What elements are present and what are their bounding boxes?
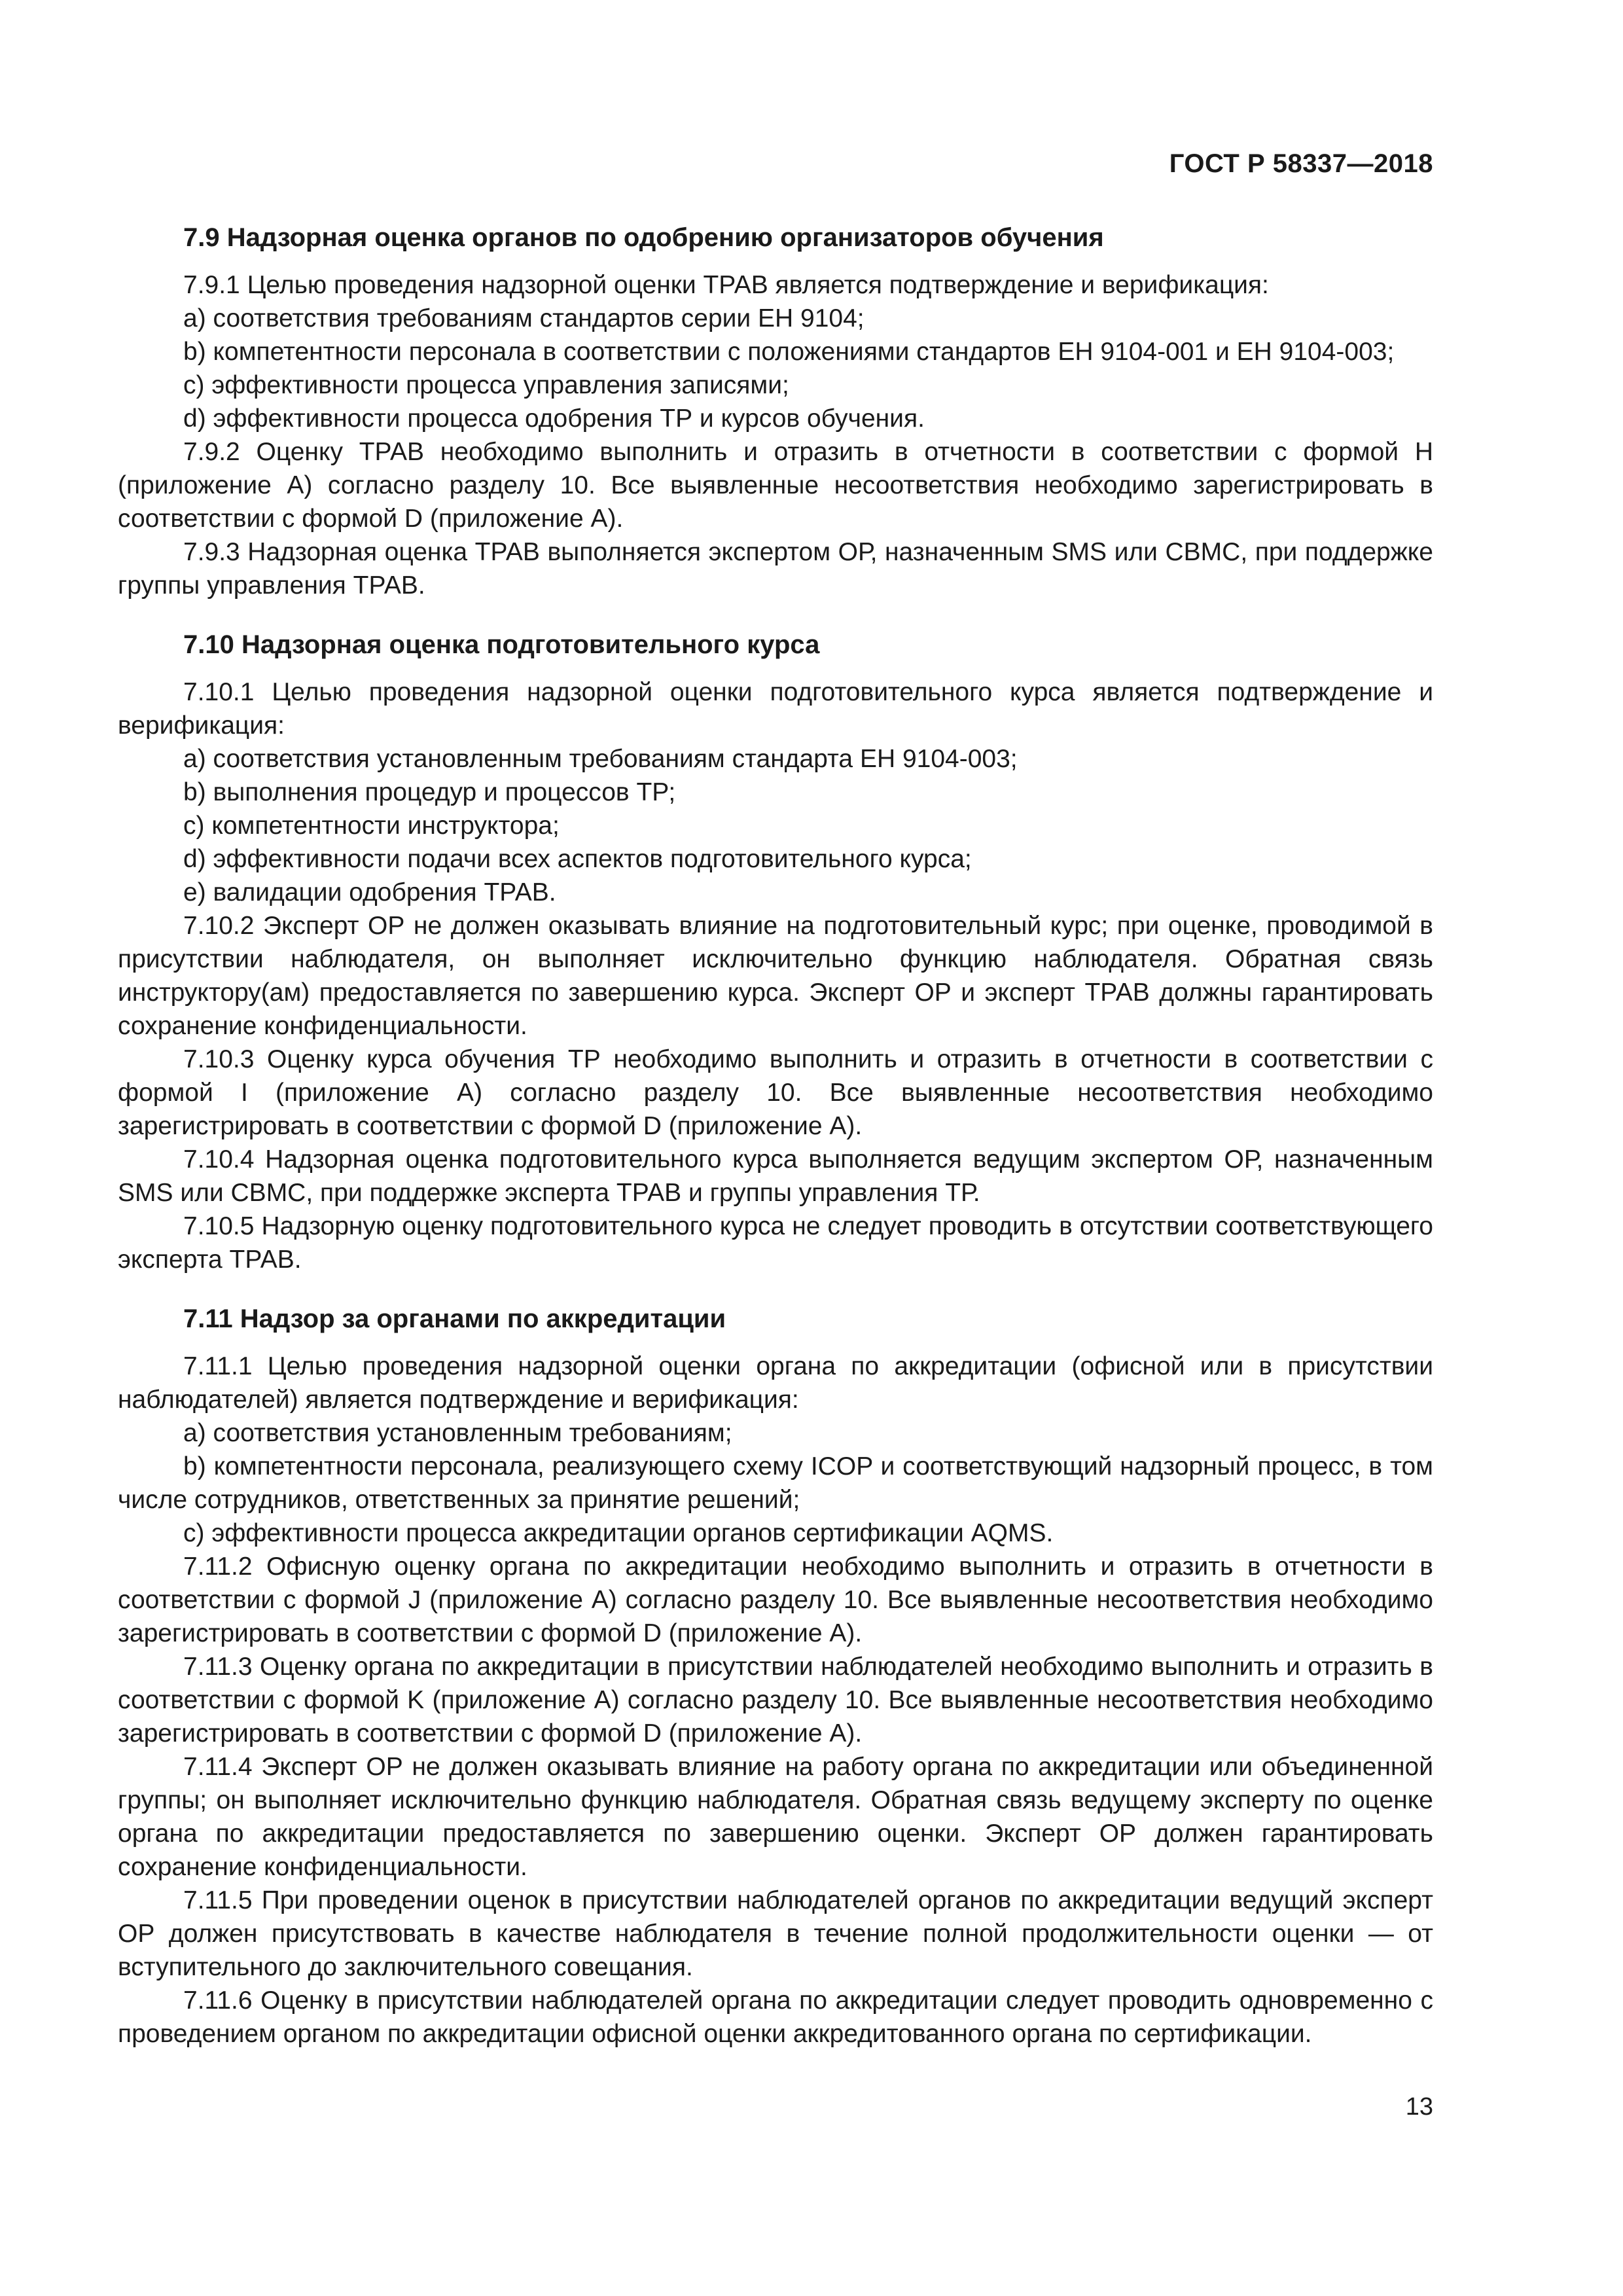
section-title: 7.11 Надзор за органами по аккредитации	[183, 1304, 726, 1333]
list-item: е) валидации одобрения ТРАВ.	[183, 878, 556, 906]
document-body	[118, 221, 1433, 2077]
paragraph: 7.10.5 Надзорную оценку подготовительного курса не следует проводить в отсутствии соответствующего эксперта ТРАВ.	[118, 1212, 1433, 1274]
list-item: с) эффективности процесса управления записями;	[183, 371, 789, 399]
paragraph: 7.11.6 Оценку в присутствии наблюдателей органа по аккредитации следует проводить одновременно с проведением органом по аккредитации офисной оценки аккредитованного органа по сертификации.	[118, 1986, 1433, 2048]
section-7-11	[118, 1302, 1433, 2051]
list-item: а) соответствия установленным требованиям;	[183, 1419, 732, 1447]
section-title: 7.10 Надзорная оценка подготовительного курса	[183, 630, 820, 659]
section-7-10	[118, 628, 1433, 1276]
list-item: с) эффективности процесса аккредитации органов сертификации AQMS.	[183, 1519, 1054, 1547]
list-item: b) компетентности персонала, реализующего схему ICOP и соответствующий надзорный процесс, в том числе сотрудников, ответственных за принятие решений;	[118, 1452, 1433, 1514]
paragraph: 7.11.3 Оценку органа по аккредитации в присутствии наблюдателей необходимо выполнить и отразить в соответствии с формой K (приложение А) согласно разделу 10. Все выявленные несоответствия необходимо зарегистрировать в соответствии с формой D (приложение А).	[118, 1653, 1433, 1748]
list-item: b) выполнения процедур и процессов ТР;	[183, 778, 676, 806]
list-item: d) эффективности процесса одобрения ТР и курсов обучения.	[183, 404, 925, 433]
paragraph: 7.11.1 Целью проведения надзорной оценки органа по аккредитации (офисной или в присутствии наблюдателей) является подтверждение и верификация:	[118, 1352, 1433, 1414]
list-item: с) компетентности инструктора;	[183, 812, 560, 840]
paragraph: 7.9.1 Целью проведения надзорной оценки ТРАВ является подтверждение и верификация:	[183, 271, 1269, 299]
document-header-id: ГОСТ Р 58337—2018	[1169, 149, 1433, 178]
paragraph: 7.10.2 Эксперт ОР не должен оказывать влияние на подготовительный курс; при оценке, проводимой в присутствии наблюдателя, он выполняет исключительно функцию наблюдателя. Обратная связь инструктору(ам) предоставляется по завершению курса. Эксперт ОР и эксперт ТРАВ должны гарантировать сохранение конфиденциальности.	[118, 912, 1433, 1040]
page-number: 13	[1405, 2093, 1433, 2121]
list-item: d) эффективности подачи всех аспектов подготовительного курса;	[183, 845, 972, 873]
paragraph: 7.10.3 Оценку курса обучения ТР необходимо выполнить и отразить в отчетности в соответствии с формой I (приложение А) согласно разделу 10. Все выявленные несоответствия необходимо зарегистрировать в соответствии с формой D (приложение А).	[118, 1045, 1433, 1140]
paragraph: 7.11.2 Офисную оценку органа по аккредитации необходимо выполнить и отразить в отчетности в соответствии с формой J (приложение А) согласно разделу 10. Все выявленные несоответствия необходимо зарегистрировать в соответствии с формой D (приложение А).	[118, 1552, 1433, 1647]
paragraph: 7.11.4 Эксперт ОР не должен оказывать влияние на работу органа по аккредитации или объединенной группы; он выполняет исключительно функцию наблюдателя. Обратная связь ведущему эксперту по оценке органа по аккредитации предоставляется по завершению оценки. Эксперт ОР должен гарантировать сохранение конфиденциальности.	[118, 1753, 1433, 1881]
paragraph: 7.10.1 Целью проведения надзорной оценки подготовительного курса является подтверждение и верификация:	[118, 678, 1433, 740]
list-item: b) компетентности персонала в соответствии с положениями стандартов ЕН 9104-001 и ЕН 9104-003;	[183, 338, 1395, 366]
paragraph: 7.10.4 Надзорная оценка подготовительного курса выполняется ведущим экспертом ОР, назначенным SMS или СВМС, при поддержке эксперта ТРАВ и группы управления ТР.	[118, 1145, 1433, 1207]
paragraph: 7.9.3 Надзорная оценка ТРАВ выполняется экспертом ОР, назначенным SMS или СВМС, при поддержке группы управления ТРАВ.	[118, 538, 1433, 600]
paragraph: 7.11.5 При проведении оценок в присутствии наблюдателей органов по аккредитации ведущий эксперт ОР должен присутствовать в качестве наблюдателя в течение полной продолжительности оценки — от вступительного до заключительного совещания.	[118, 1886, 1433, 1981]
paragraph: 7.9.2 Оценку ТРАВ необходимо выполнить и отразить в отчетности в соответствии с формой Н (приложение А) согласно разделу 10. Все выявленные несоответствия необходимо зарегистрировать в соответствии с формой D (приложение А).	[118, 438, 1433, 533]
section-title: 7.9 Надзорная оценка органов по одобрению организаторов обучения	[183, 223, 1104, 252]
list-item: а) соответствия требованиям стандартов серии ЕН 9104;	[183, 304, 865, 332]
list-item: а) соответствия установленным требованиям стандарта ЕН 9104-003;	[183, 745, 1018, 773]
section-7-9	[118, 221, 1433, 602]
document-page	[118, 0, 1433, 2296]
